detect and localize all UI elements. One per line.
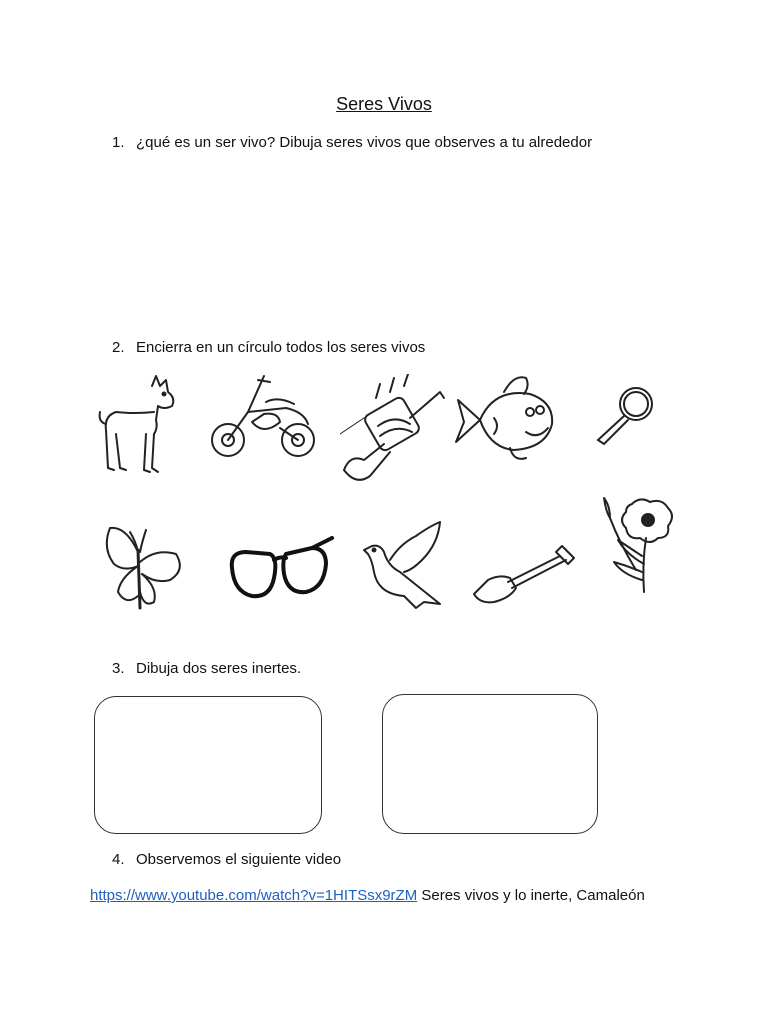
question-3 xyxy=(112,660,301,677)
flower-icon xyxy=(596,494,680,594)
question-2-text: Encierra en un círculo todos los seres vivos xyxy=(136,339,426,356)
question-3-number: 3. xyxy=(112,660,125,677)
question-3-text: Dibuja dos seres inertes. xyxy=(136,660,302,677)
question-1 xyxy=(112,134,592,151)
fish-icon xyxy=(454,372,560,464)
video-reference xyxy=(90,884,650,908)
dove-icon xyxy=(360,520,444,610)
motorcycle-icon xyxy=(208,372,318,464)
question-4-text: Observemos el siguiente video xyxy=(136,851,342,868)
dog-icon xyxy=(94,372,180,480)
video-link[interactable]: https://www.youtube.com/watch?v=1HITSsx9rZM xyxy=(90,887,418,904)
question-4-number: 4. xyxy=(112,851,125,868)
question-4 xyxy=(112,851,341,868)
question-2-number: 2. xyxy=(112,339,125,356)
question-2 xyxy=(112,339,425,356)
question-1-text: ¿qué es un ser vivo? Dibuja seres vivos que observes a tu alrededor xyxy=(136,134,593,151)
magnifying-glass-icon xyxy=(592,382,662,448)
question-1-number: 1. xyxy=(112,134,125,151)
glasses-icon xyxy=(226,534,338,608)
trumpet-icon xyxy=(340,374,448,488)
video-caption: Seres vivos y lo inerte, Camaleón xyxy=(417,887,645,904)
shovel-icon xyxy=(470,544,578,606)
drawing-box-1[interactable] xyxy=(94,696,322,834)
drawing-box-2[interactable] xyxy=(382,694,598,834)
page-title: Seres Vivos xyxy=(336,94,432,114)
butterfly-icon xyxy=(100,522,186,612)
